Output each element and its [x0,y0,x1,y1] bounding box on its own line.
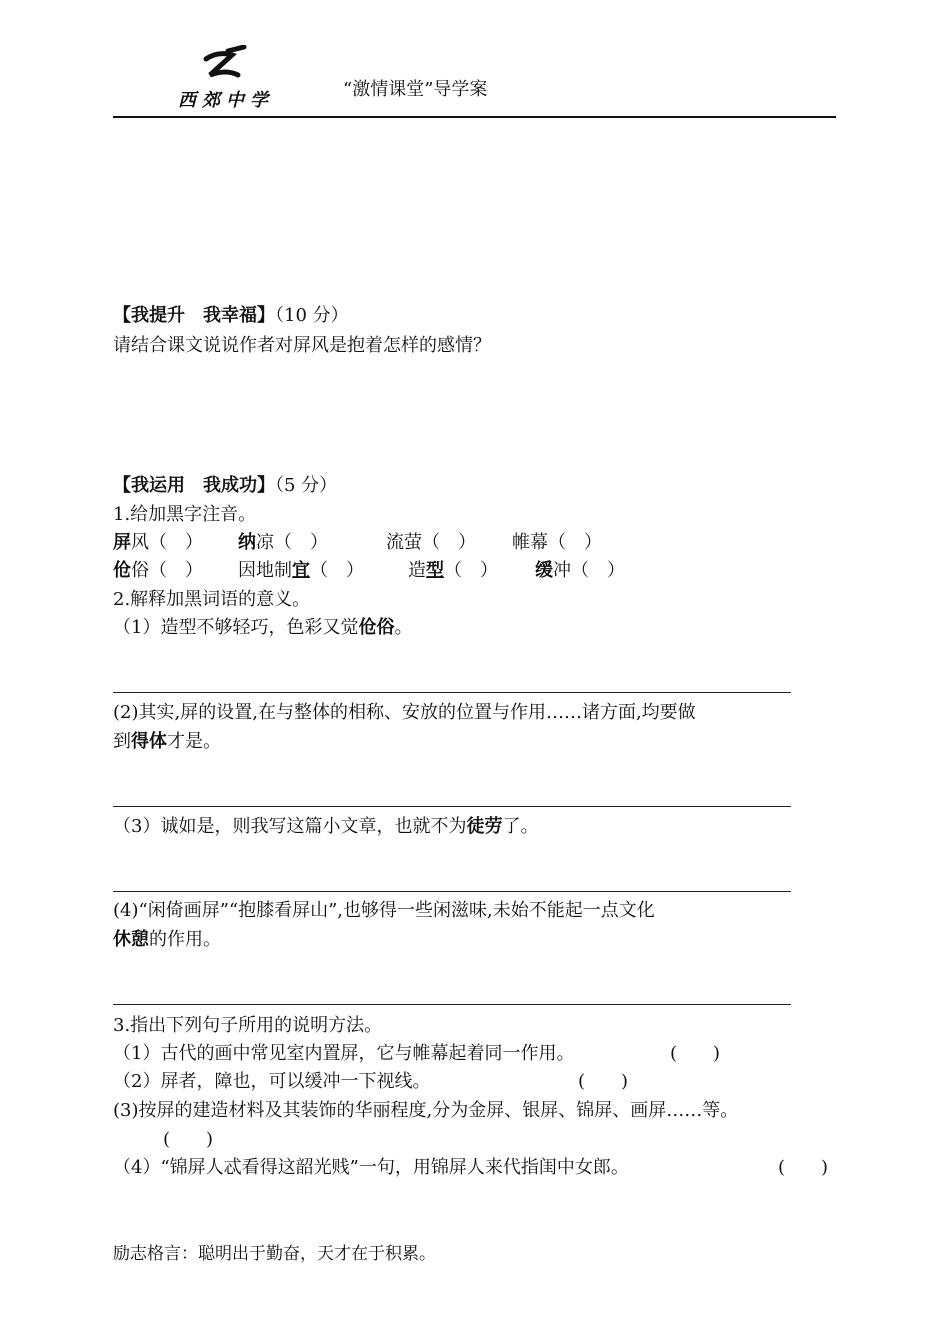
q1-row1-word1 [113,529,203,557]
q3-answer-3[interactable]: ( ) [163,1129,214,1150]
word-rest: （ ） [310,560,364,581]
improve-heading: 【我提升 我幸福】 [113,305,275,326]
item-text: （1）造型不够轻巧，色彩又觉 [113,617,359,638]
improve-question: 请结合课文说说作者对屏风是抱着怎样的感情？ [113,335,491,356]
word-pre: 因地制 [238,560,292,581]
q2-item-4-line1: (4)“闲倚画屏”“抱膝看屏山”,也够得一些闲滋味,未始不能起一点文化 [113,900,655,921]
q3-item-3: (3)按屏的建造材料及其装饰的华丽程度,分为金屏、银屏、锦屏、画屏……等。 [113,1100,739,1121]
item-text: （3）诚如是，则我写这篇小文章，也就不为 [113,816,467,837]
bold-char: 伧 [113,560,131,581]
answer-line-2[interactable] [113,806,791,807]
q3-answer-1[interactable]: ( ) [670,1043,721,1064]
item-text: 了。 [502,816,539,837]
item-text: 到 [113,731,131,752]
q3-answer-4[interactable]: ( ) [778,1157,829,1178]
header-title: “激情课堂”导学案 [343,79,488,100]
q2-item-1 [113,614,412,642]
answer-line-3[interactable] [113,891,791,892]
improve-score: （10 分） [275,305,349,326]
school-name: 西郊中学 [178,90,274,111]
q1-row2-word3 [408,557,498,585]
item-text: 。 [394,617,413,638]
word-rest: （ ） [444,560,498,581]
q3-item-1: （1）古代的画中常见室内置屏，它与帷幕起着同一作用。 [113,1043,575,1064]
q1-title: 1.给加黑字注音。 [113,504,257,525]
q1-row1-word4: 帷幕（ ） [512,532,602,553]
bold-word: 徒劳 [466,816,503,837]
improve-heading-line [113,302,349,330]
bold-word: 休憩 [113,929,149,950]
answer-line-4[interactable] [113,1004,791,1005]
q1-row2-word1 [113,557,203,585]
q2-title: 2.解释加黑词语的意义。 [113,589,311,610]
apply-heading-line [113,472,337,500]
q2-item-4-line2 [113,926,221,954]
bold-word: 伧俗 [358,617,395,638]
school-logo-icon [198,45,258,87]
q3-item-2: （2）屏者，障也，可以缓冲一下视线。 [113,1071,431,1092]
item-text: 才是。 [167,731,221,752]
q3-answer-2[interactable]: ( ) [578,1071,629,1092]
header-divider [113,116,836,118]
word-pre: 造 [408,560,426,581]
apply-heading: 【我运用 我成功】 [113,475,275,496]
q2-item-2-line2 [113,728,221,756]
word-rest: 冲（ ） [553,560,625,581]
q1-row2-word2 [238,557,364,585]
word-rest: 凉（ ） [256,532,328,553]
bold-char: 缓 [535,560,553,581]
motto: 励志格言：聪明出于勤奋，天才在于积累。 [113,1244,436,1264]
q3-title: 3.指出下列句子所用的说明方法。 [113,1015,383,1036]
word-rest: 风（ ） [131,532,203,553]
item-text: 的作用。 [149,929,221,950]
bold-char: 纳 [238,532,256,553]
bold-char: 型 [426,560,444,581]
q2-item-2-line1: (2)其实,屏的设置,在与整体的相称、安放的位置与作用……诸方面,均要做 [113,702,696,723]
bold-char: 宜 [292,560,310,581]
q3-item-4: （4）“锦屏人忒看得这韶光贱”一句，用锦屏人来代指闺中女郎。 [113,1157,629,1178]
q1-row1-word3: 流萤（ ） [386,532,476,553]
apply-score: （5 分） [275,475,338,496]
q1-row1-word2 [238,529,328,557]
word-rest: 俗（ ） [131,560,203,581]
q1-row2-word4 [535,557,625,585]
bold-word: 得体 [131,731,167,752]
q2-item-3 [113,813,538,841]
answer-line-1[interactable] [113,692,791,693]
bold-char: 屏 [113,532,131,553]
